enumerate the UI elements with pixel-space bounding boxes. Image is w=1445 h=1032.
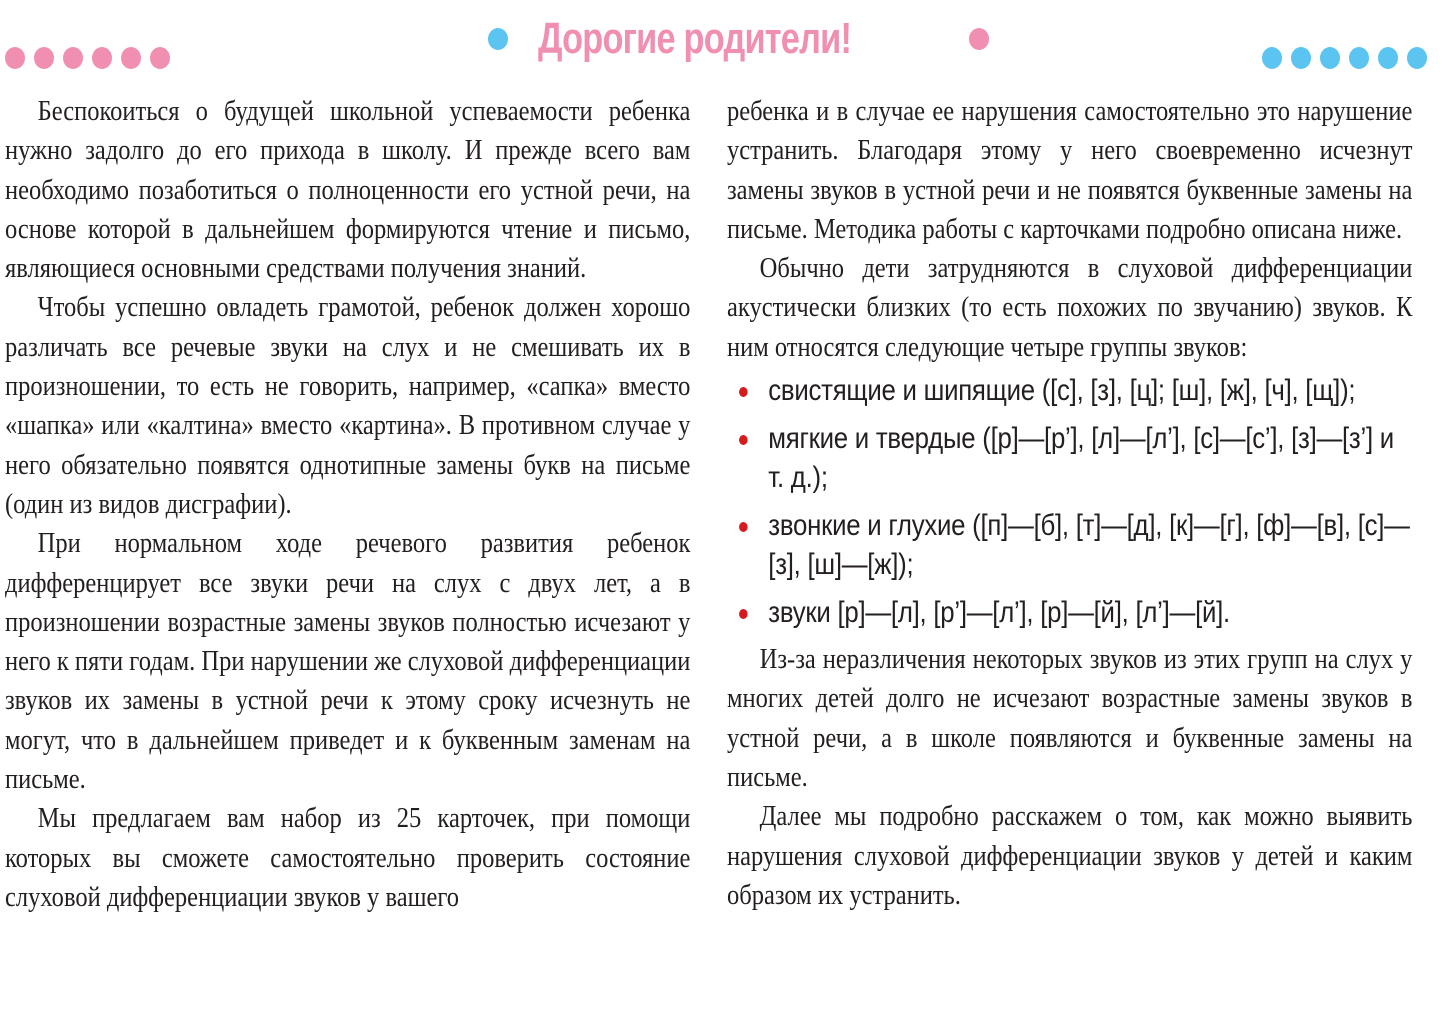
list-item [727,419,1412,498]
list-item-text: звонкие и глухие ([п]—[б], [т]—[д], [к]—[г], [ф]—[в], [с]—[з], [ш]—[ж]); [768,508,1410,582]
pink-dot-icon [969,28,989,50]
pink-dot-icon [121,47,141,69]
pink-dot-icon [5,47,25,69]
bullet-icon [739,435,748,445]
decorative-dots-right [1262,47,1427,69]
list-item-text: звуки [р]—[л], [р’]—[л’], [р]—[й], [л’]—[й]. [768,595,1230,629]
list-item [727,371,1412,411]
decorative-dots-left [5,47,170,69]
left-column [5,92,690,917]
blue-dot-icon [1407,47,1427,69]
paragraph: Беспокоиться о будущей школьной успеваемости ребенка нужно задолго до его прихода в школу. И прежде всего вам необходимо позаботиться о полноценности его устной речи, на основе которой в дальнейшем формируются чтение и письмо, являющиеся основными средствами получения знаний. [5,96,691,285]
bullet-icon [739,387,748,397]
bullet-icon [739,522,748,532]
paragraph: При нормальном ходе речевого развития ребенок дифференцирует все звуки речи на слух с двух лет, а в произношении возрастные замены звуков полностью исчезают у него к пяти годам. При нарушении же слуховой дифференциации звуков их замены в устной речи к этому сроку исчезнуть не могут, что в дальнейшем приведет и к буквенным заменам на письме. [5,528,691,796]
paragraph: Далее мы подробно расскажем о том, как можно выявить нарушения слуховой дифференциации звуков у детей и каким образом их устранить. [727,801,1413,911]
blue-dot-icon [1320,47,1340,69]
paragraph-continuation: ребенка и в случае ее нарушения самостоятельно это нарушение устранить. Благодаря этому у него своевременно исчезнут замены звуков в устной речи и не появятся буквенные замены на письме. Методика работы с карточками подробно описана ниже. [727,96,1413,245]
paragraph: Из-за неразличения некоторых звуков из этих групп на слух у многих детей долго не исчезают возрастные замены звуков в устной речи, а в школе появляются и буквенные замены на письме. [727,644,1413,793]
list-item [727,506,1412,585]
paragraph: Мы предлагаем вам набор из 25 карточек, при помощи которых вы сможете самостоятельно проверить состояние слуховой дифференциации звуков у вашего [5,803,691,913]
bullet-icon [739,609,748,619]
sound-groups-list [727,371,1412,632]
pink-dot-icon [150,47,170,69]
list-item-text: мягкие и твердые ([р]—[р’], [л]—[л’], [с]—[с’], [з]—[з’] и т. д.); [768,421,1394,495]
blue-dot-icon [1262,47,1282,69]
blue-dot-icon [1291,47,1311,69]
right-column [727,92,1412,915]
blue-dot-icon [1349,47,1369,69]
pink-dot-icon [34,47,54,69]
pink-dot-icon [92,47,112,69]
title-group [488,14,989,64]
blue-dot-icon [488,28,508,50]
blue-dot-icon [1378,47,1398,69]
pink-dot-icon [63,47,83,69]
page-title: Дорогие родители! [538,14,852,63]
paragraph: Обычно дети затрудняются в слуховой дифференциации акустически близких (то есть похожих по звучанию) звуков. К ним относятся следующие четыре группы звуков: [727,253,1413,363]
list-item-text: свистящие и шипящие ([с], [з], [ц]; [ш], [ж], [ч], [щ]); [768,374,1356,408]
paragraph: Чтобы успешно овладеть грамотой, ребенок должен хорошо различать все речевые звуки на слух и не смешивать их в произношении, то есть не говорить, например, «сапка» вместо «шапка» или «калтина» вместо «картина». В противном случае у него обязательно появятся однотипные замены букв на письме (один из видов дисграфии). [5,292,691,520]
list-item [727,593,1412,633]
page-header [0,0,1445,90]
